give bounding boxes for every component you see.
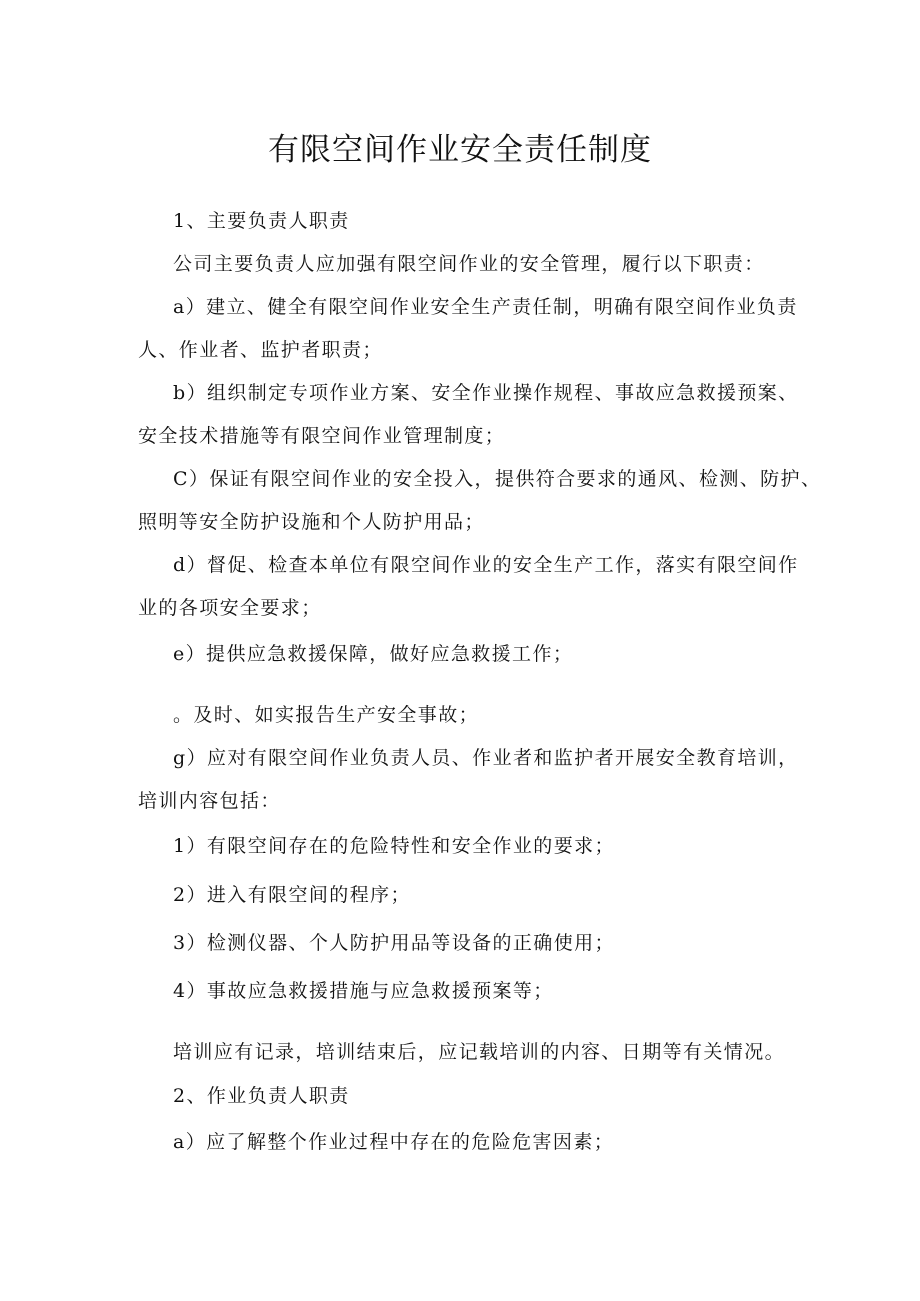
- list-item: 2）进入有限空间的程序；: [173, 884, 411, 906]
- paragraph-line: C）保证有限空间作业的安全投入，提供符合要求的通风、检测、防护、: [173, 468, 822, 490]
- paragraph-line: 业的各项安全要求；: [138, 597, 322, 619]
- paragraph-line: a）建立、健全有限空间作业安全生产责任制，明确有限空间作业负责: [173, 296, 798, 318]
- paragraph-line: 安全技术措施等有限空间作业管理制度；: [138, 425, 506, 447]
- paragraph-line: 。及时、如实报告生产安全事故；: [173, 704, 480, 726]
- section-heading-2: 2、作业负责人职责: [173, 1085, 350, 1107]
- paragraph-line: b）组织制定专项作业方案、安全作业操作规程、事故应急救援预案、: [173, 382, 799, 404]
- section-heading-1: 1、主要负责人职责: [173, 210, 350, 232]
- document-title: 有限空间作业安全责任制度: [268, 132, 652, 168]
- list-item: 1）有限空间存在的危险特性和安全作业的要求；: [173, 835, 615, 857]
- list-item: 4）事故应急救援措施与应急救援预案等；: [173, 980, 554, 1002]
- paragraph-line: e）提供应急救援保障，做好应急救援工作；: [173, 643, 574, 665]
- paragraph-line: 人、作业者、监护者职责；: [138, 339, 383, 361]
- list-item: 3）检测仪器、个人防护用品等设备的正确使用；: [173, 932, 615, 954]
- paragraph-line: 培训应有记录，培训结束后，应记载培训的内容、日期等有关情况。: [173, 1041, 786, 1063]
- paragraph-line: d）督促、检查本单位有限空间作业的安全生产工作，落实有限空间作: [173, 554, 799, 576]
- paragraph-line: 公司主要负责人应加强有限空间作业的安全管理，履行以下职责：: [173, 253, 765, 275]
- paragraph-line: 培训内容包括：: [138, 790, 281, 812]
- paragraph-line: g）应对有限空间作业负责人员、作业者和监护者开展安全教育培训，: [173, 747, 799, 769]
- paragraph-line: a）应了解整个作业过程中存在的危险危害因素；: [173, 1131, 615, 1153]
- paragraph-line: 照明等安全防护设施和个人防护用品；: [138, 511, 485, 533]
